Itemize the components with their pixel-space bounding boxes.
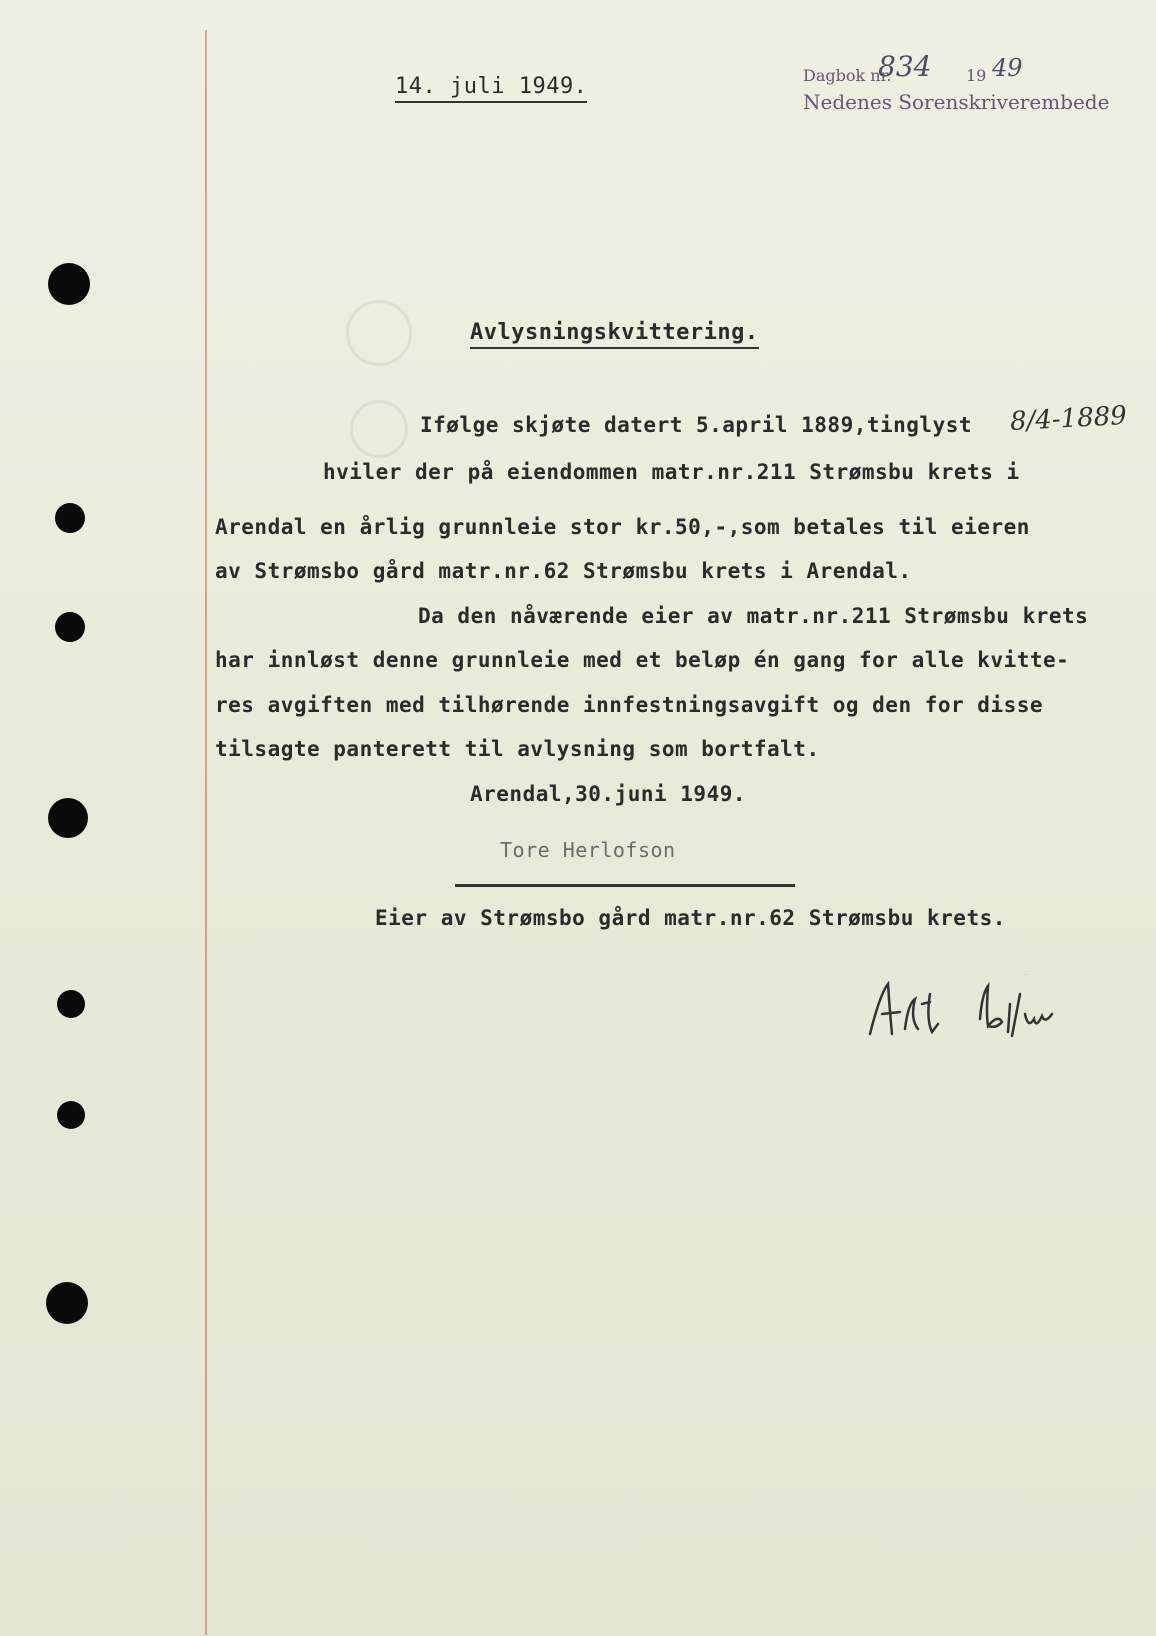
punch-hole [46, 1282, 88, 1324]
signer-title: Eier av Strømsbo gård matr.nr.62 Strømsbu krets. [375, 906, 1006, 930]
signature-rule [455, 884, 795, 887]
punch-hole [48, 263, 90, 305]
punch-hole [55, 612, 85, 642]
punch-hole [48, 798, 88, 838]
show-through-mark [350, 400, 408, 458]
signer-name: Tore Herlofson [500, 838, 676, 862]
stamp-century: 19 [966, 66, 987, 85]
body-line: res avgiften med tilhørende innfestningsavgift og den for disse [215, 693, 1044, 717]
document-title: Avlysningskvittering. [470, 320, 759, 349]
body-line: tilsagte panterett til avlysning som bortfalt. [215, 737, 820, 761]
body-line: Da den nåværende eier av matr.nr.211 Strømsbu krets [418, 604, 1089, 628]
place-date: Arendal,30.juni 1949. [470, 782, 747, 806]
punch-hole [57, 1101, 85, 1129]
body-line: Ifølge skjøte datert 5.april 1889,tinglyst [420, 413, 973, 437]
body-line: har innløst denne grunnleie med et beløp én gang for alle kvitte- [215, 648, 1070, 672]
stamp-office: Nedenes Sorenskriverembede [803, 90, 1110, 114]
punch-hole [55, 503, 85, 533]
document-date: 14. juli 1949. [395, 74, 587, 103]
stamp-label: Dagbok nr. [803, 66, 892, 85]
body-line: hviler der på eiendommen matr.nr.211 Strømsbu krets i [323, 460, 1020, 484]
handwritten-initials [860, 974, 1110, 1054]
handwritten-margin-note: 8/4-1889 [1009, 400, 1128, 438]
punch-hole [57, 990, 85, 1018]
stamp-year: 49 [992, 54, 1023, 82]
red-margin-line [205, 30, 207, 1635]
body-line: Arendal en årlig grunnleie stor kr.50,-,som betales til eieren [215, 515, 1030, 539]
stamp-number: 834 [878, 50, 932, 83]
show-through-mark [346, 300, 412, 366]
body-line: av Strømsbo gård matr.nr.62 Strømsbu krets i Arendal. [215, 559, 912, 583]
